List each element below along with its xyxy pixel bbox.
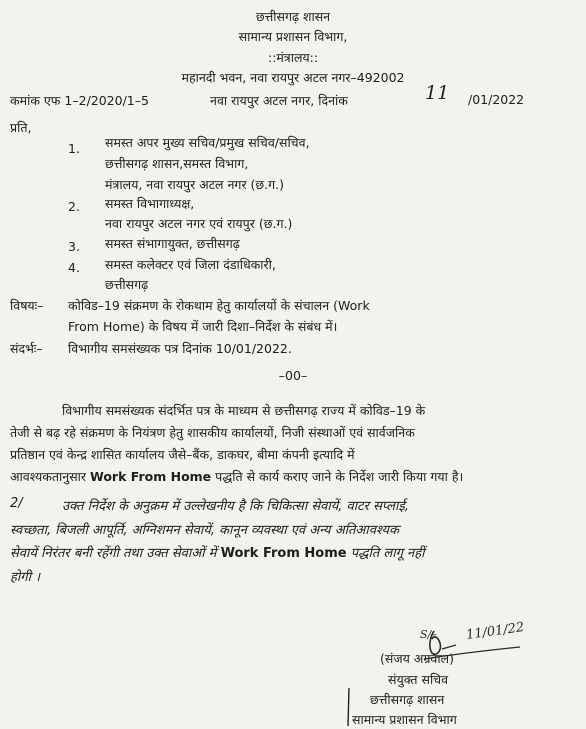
ref-place: नवा रायपुर अटल नगर, दिनांक — [210, 93, 348, 108]
recipient-line: नवा रायपुर अटल नगर एवं रायपुर (छ.ग.) — [105, 216, 293, 231]
signature-date: 11/01/22 — [465, 620, 526, 643]
subject-label: विषयः– — [10, 298, 44, 313]
recipient-line: छत्तीसगढ़ शासन,समस्त विभाग, — [105, 156, 249, 171]
header-govt: छत्तीसगढ़ शासन — [255, 9, 331, 24]
signatory-name: (संजय अग्रवाल) — [380, 651, 454, 666]
recipient-line: छत्तीसगढ़ — [105, 277, 149, 292]
recipient-line: समस्त विभागाध्यक्ष, — [105, 196, 195, 211]
signatory-dept: सामान्य प्रशासन विभाग — [352, 712, 457, 727]
text-run: पद्धति लागू नहीं — [350, 546, 425, 561]
margin-mark — [345, 688, 353, 726]
signature-mark: S/– — [420, 628, 437, 641]
header-dept: सामान्य प्रशासन विभाग, — [238, 29, 348, 44]
subject-line: कोविड–19 संक्रमण के रोकथाम हेतु कार्यालयों के संचालन (Work — [68, 298, 370, 313]
signatory-govt: छत्तीसगढ़ शासन — [370, 692, 445, 707]
ref-number: कमांक एफ 1–2/2020/1–5 — [10, 93, 149, 108]
recipient-line: समस्त संभागायुक्त, छत्तीसगढ़ — [105, 236, 240, 251]
subject-line: From Home) के विषय में जारी दिशा–निर्देश के संबंध में। — [68, 319, 338, 334]
paragraph-number: 2/ — [10, 496, 23, 511]
reference-text: विभागीय समसंख्यक पत्र दिनांक 10/01/2022. — [68, 341, 292, 356]
recipient-number: 1. — [68, 141, 80, 156]
text-run: पद्धति से कार्य कराए जाने के निर्देश जारी किया गया है। — [215, 469, 464, 484]
recipient-number: 4. — [68, 260, 80, 275]
paragraph-line — [10, 468, 463, 485]
paragraph-line: उक्त निर्देश के अनुक्रम में उल्लेखनीय है कि चिकित्सा सेवायें, वाटर सप्लाई, — [62, 499, 409, 514]
text-run: आवश्यकतानुसार — [10, 469, 86, 484]
recipient-number: 3. — [68, 239, 80, 254]
text-run-bold: Work From Home — [89, 469, 212, 484]
divider-mark: –00– — [278, 368, 308, 383]
ref-date-rest: /01/2022 — [468, 92, 525, 107]
header-ministry: ::मंत्रालय:: — [267, 50, 319, 65]
paragraph-line: तेजी से बढ़ रहे संक्रमण के नियंत्रण हेतु शासकीय कार्यालयों, निजी संस्थाओं एवं सार्वजनिक — [10, 425, 415, 440]
recipient-line: समस्त अपर मुख्य सचिव/प्रमुख सचिव/सचिव, — [105, 135, 310, 150]
paragraph-line: स्वच्छता, बिजली आपूर्ति, अग्निशमन सेवायें, कानून व्यवस्था एवं अन्य अतिआवश्यक — [10, 523, 399, 538]
text-run: सेवायें निरंतर बनी रहेंगी तथा उक्त सेवाओं में — [10, 546, 217, 561]
recipient-number: 2. — [68, 199, 80, 214]
recipient-line: समस्त कलेक्टर एवं जिला दंडाधिकारी, — [105, 257, 276, 272]
paragraph-line: होगी । — [10, 570, 41, 585]
recipient-line: मंत्रालय, नवा रायपुर अटल नगर (छ.ग.) — [105, 177, 285, 192]
ref-date-handwritten: 11 — [425, 82, 450, 104]
text-run-bold: Work From Home — [220, 546, 347, 561]
paragraph-line: विभागीय समसंख्यक संदर्भित पत्र के माध्यम से छत्तीसगढ़ राज्य में कोविड–19 के — [62, 403, 426, 418]
header-address: महानदी भवन, नवा रायपुर अटल नगर–492002 — [181, 70, 405, 85]
paragraph-line — [10, 543, 425, 561]
reference-label: संदर्भः– — [10, 341, 43, 356]
paragraph-line: प्रतिष्ठान एवं केन्द्र शासित कार्यालय जैसे–बैंक, डाकघर, बीमा कंपनी इत्यादि में — [10, 447, 355, 462]
signatory-designation: संयुक्त सचिव — [388, 672, 449, 687]
to-label: प्रति, — [10, 120, 32, 135]
